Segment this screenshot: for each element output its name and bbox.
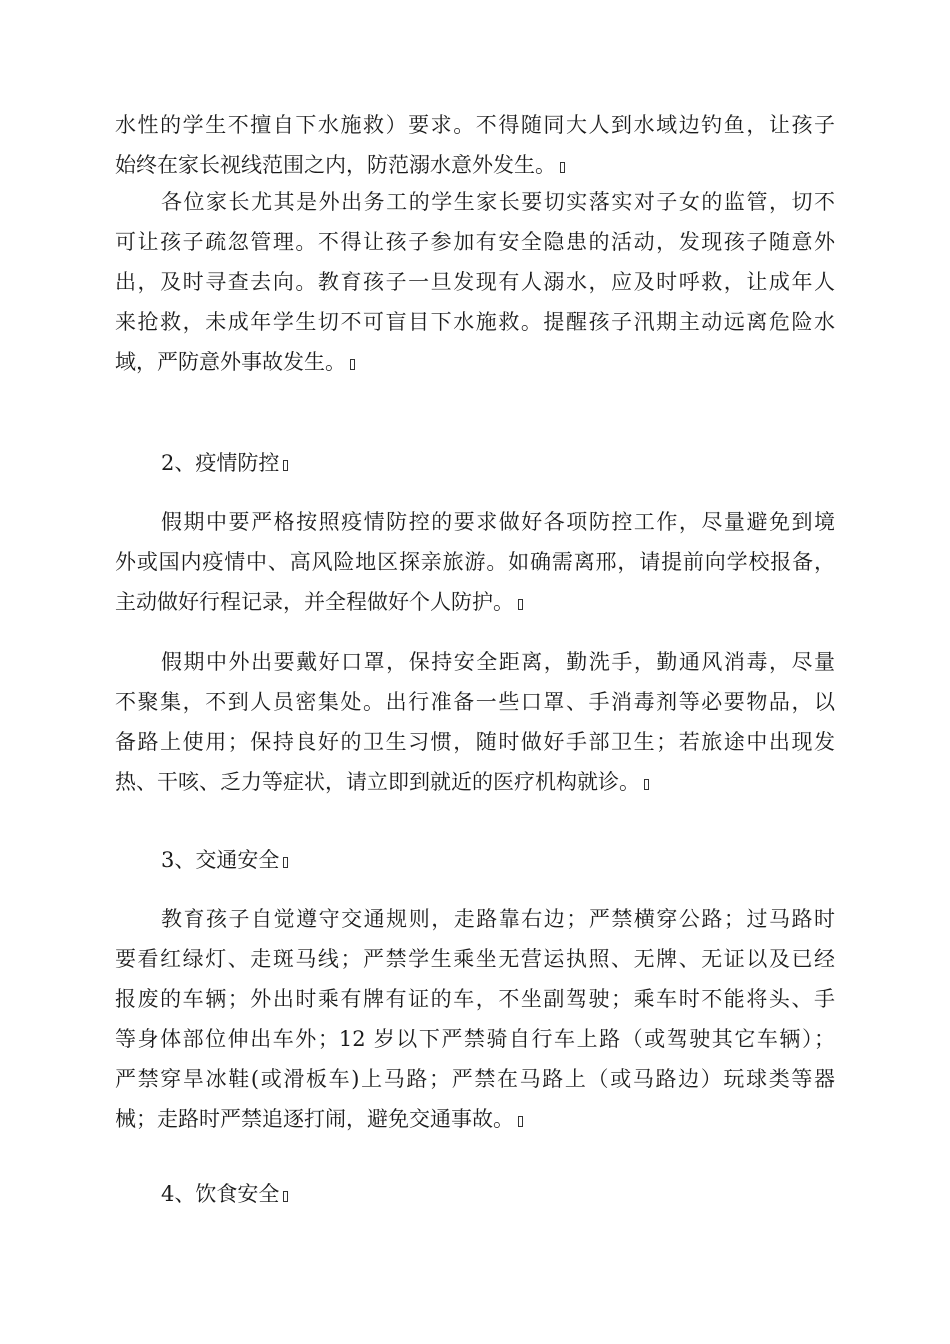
- paragraph-mark-icon: [518, 599, 523, 610]
- text-line: 备路上使用；保持良好的卫生习惯，随时做好手部卫生；若旅途中出现发: [115, 730, 835, 754]
- section-heading-epidemic: 2、疫情防控: [161, 443, 288, 483]
- text-line: 域，严防意外事故发生。: [115, 342, 835, 382]
- text-line: 外或国内疫情中、高风险地区探亲旅游。如确需离邢，请提前向学校报备，: [115, 550, 835, 574]
- paragraph-epidemic-travel: [115, 502, 835, 622]
- paragraph-mark-icon: [644, 779, 649, 790]
- section-heading-food: 4、饮食安全: [161, 1174, 288, 1214]
- paragraph-parents-supervision: [115, 182, 835, 382]
- text-line: 来抢救，未成年学生切不可盲目下水施救。提醒孩子汛期主动远离危险水: [115, 310, 835, 334]
- paragraph-mark-icon: [283, 857, 288, 868]
- paragraph-mark-icon: [560, 162, 565, 173]
- text-line: 热、干咳、乏力等症状，请立即到就近的医疗机构就诊。: [115, 762, 835, 802]
- text-line: 出，及时寻查去向。教育孩子一旦发现有人溺水，应及时呼救，让成年人: [115, 270, 835, 294]
- paragraph-mark-icon: [518, 1116, 523, 1127]
- text-line: 各位家长尤其是外出务工的学生家长要切实落实对子女的监管，切不: [161, 190, 835, 214]
- paragraph-epidemic-hygiene: [115, 642, 835, 802]
- paragraph-mark-icon: [283, 1191, 288, 1202]
- text-line: 严禁穿旱冰鞋(或滑板车)上马路；严禁在马路上（或马路边）玩球类等器: [115, 1067, 835, 1091]
- paragraph-mark-icon: [350, 359, 355, 370]
- text-line: 主动做好行程记录，并全程做好个人防护。: [115, 582, 835, 622]
- text-line: 不聚集，不到人员密集处。出行准备一些口罩、手消毒剂等必要物品，以: [115, 690, 835, 714]
- text-line: 械；走路时严禁追逐打闹，避免交通事故。: [115, 1099, 835, 1139]
- section-heading-traffic: 3、交通安全: [161, 840, 288, 880]
- text-line: 始终在家长视线范围之内，防范溺水意外发生。: [115, 145, 835, 185]
- text-line: 要看红绿灯、走斑马线；严禁学生乘坐无营运执照、无牌、无证以及已经: [115, 947, 835, 971]
- text-line: 等身体部位伸出车外；12 岁以下严禁骑自行车上路（或驾驶其它车辆）；: [115, 1027, 835, 1051]
- text-line: 水性的学生不擅自下水施救）要求。不得随同大人到水域边钓鱼，让孩子: [115, 113, 835, 137]
- paragraph-drowning-end: [115, 105, 835, 185]
- text-line: 假期中外出要戴好口罩，保持安全距离，勤洗手，勤通风消毒，尽量: [161, 650, 835, 674]
- text-line: 假期中要严格按照疫情防控的要求做好各项防控工作，尽量避免到境: [161, 510, 835, 534]
- paragraph-mark-icon: [283, 460, 288, 471]
- text-line: 报废的车辆；外出时乘有牌有证的车，不坐副驾驶；乘车时不能将头、手: [115, 987, 835, 1011]
- text-line: 教育孩子自觉遵守交通规则，走路靠右边；严禁横穿公路；过马路时: [161, 907, 835, 931]
- text-line: 可让孩子疏忽管理。不得让孩子参加有安全隐患的活动，发现孩子随意外: [115, 230, 835, 254]
- paragraph-traffic-rules: [115, 899, 835, 1139]
